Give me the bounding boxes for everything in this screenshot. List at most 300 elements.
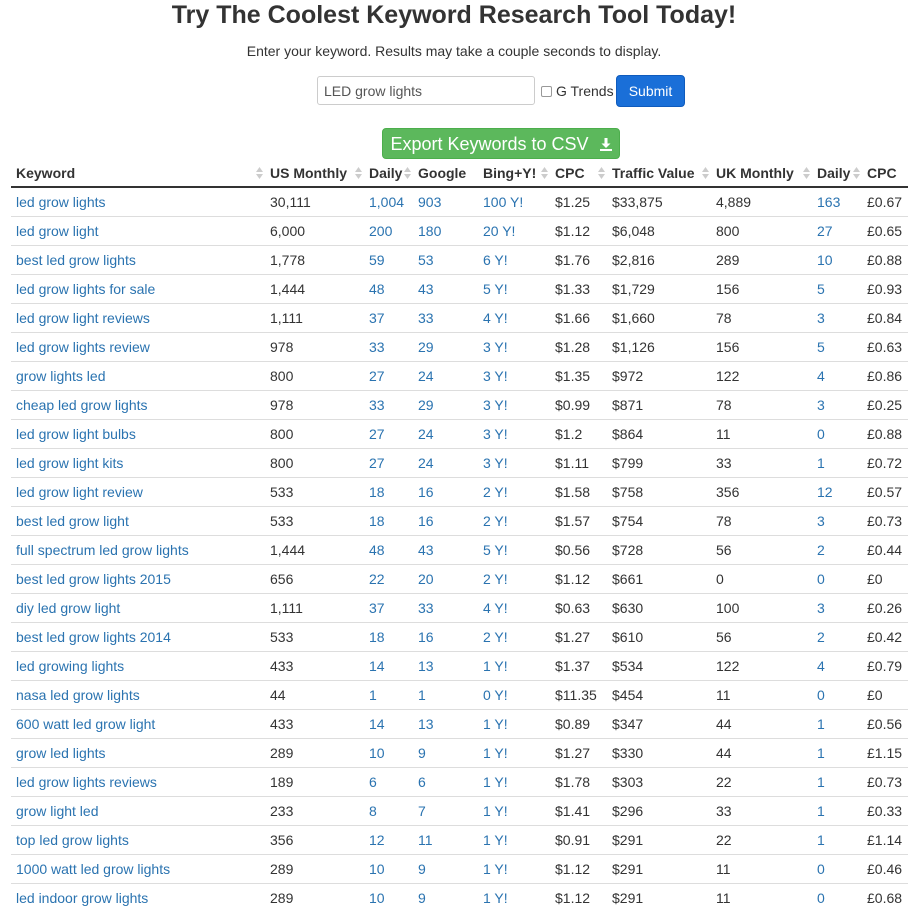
table-cell[interactable]	[11, 274, 265, 303]
value-link[interactable]: 1 Y!	[483, 802, 508, 819]
table-cell: £1.15	[862, 738, 908, 767]
value-link[interactable]: 13	[418, 657, 434, 674]
table-cell[interactable]	[364, 448, 413, 477]
table-cell[interactable]	[11, 854, 265, 883]
value-link[interactable]: 10	[369, 889, 385, 906]
value-link[interactable]: 1 Y!	[483, 715, 508, 732]
keyword-link[interactable]: led grow lights	[16, 193, 106, 210]
column-header[interactable]	[11, 159, 265, 187]
keyword-link[interactable]: led growing lights	[16, 657, 125, 674]
value-link[interactable]: 1 Y!	[483, 831, 508, 848]
table-cell[interactable]	[11, 622, 265, 651]
value-link[interactable]: 1	[817, 744, 825, 761]
value-link[interactable]: 2	[817, 628, 825, 645]
table-cell[interactable]	[11, 216, 265, 245]
table-cell[interactable]	[812, 448, 862, 477]
value-link[interactable]: 9	[418, 744, 426, 761]
value-link[interactable]: 27	[369, 425, 385, 442]
value-link[interactable]: 16	[418, 628, 434, 645]
keyword-link[interactable]: best led grow lights 2014	[16, 628, 171, 645]
value-link[interactable]: 13	[418, 715, 434, 732]
table-cell[interactable]	[478, 187, 550, 216]
table-cell[interactable]	[478, 419, 550, 448]
table-cell[interactable]	[413, 680, 478, 709]
table-cell: 289	[265, 738, 364, 767]
keyword-link[interactable]: nasa led grow lights	[16, 686, 140, 703]
value-link[interactable]: 1	[817, 831, 825, 848]
value-link[interactable]: 7	[418, 802, 426, 819]
table-cell[interactable]	[364, 535, 413, 564]
export-csv-button[interactable]	[382, 128, 620, 159]
value-link[interactable]: 1 Y!	[483, 889, 508, 906]
table-cell[interactable]	[413, 796, 478, 825]
value-link[interactable]: 3 Y!	[483, 396, 508, 413]
value-link[interactable]: 0 Y!	[483, 686, 508, 703]
column-header[interactable]	[478, 159, 550, 187]
sort-icon[interactable]	[853, 167, 860, 179]
column-header[interactable]	[862, 159, 908, 187]
value-link[interactable]: 3 Y!	[483, 425, 508, 442]
table-row	[11, 535, 908, 564]
table-cell[interactable]	[364, 506, 413, 535]
value-link[interactable]: 200	[369, 222, 393, 239]
keyword-link[interactable]: best led grow light	[16, 512, 129, 529]
table-cell[interactable]	[11, 477, 265, 506]
value-link[interactable]: 10	[369, 744, 385, 761]
table-cell[interactable]	[413, 883, 478, 912]
table-cell[interactable]	[812, 506, 862, 535]
table-cell[interactable]	[812, 564, 862, 593]
table-cell: $6,048	[607, 216, 711, 245]
table-cell[interactable]	[478, 651, 550, 680]
value-link[interactable]: 4 Y!	[483, 309, 508, 326]
value-link[interactable]: 0	[817, 570, 825, 587]
table-cell: $291	[607, 854, 711, 883]
table-cell: $630	[607, 593, 711, 622]
value-link[interactable]: 2 Y!	[483, 483, 508, 500]
table-cell[interactable]	[11, 709, 265, 738]
table-cell[interactable]	[812, 796, 862, 825]
keyword-link[interactable]: led grow light review	[16, 483, 143, 500]
column-header[interactable]	[413, 159, 478, 187]
table-cell: $330	[607, 738, 711, 767]
sort-icon[interactable]	[702, 167, 709, 179]
value-link[interactable]: 20 Y!	[483, 222, 516, 239]
column-header[interactable]	[550, 159, 607, 187]
sort-icon[interactable]	[256, 167, 263, 179]
value-link[interactable]: 3 Y!	[483, 338, 508, 355]
table-cell[interactable]	[364, 477, 413, 506]
table-cell[interactable]	[478, 390, 550, 419]
keyword-link[interactable]: grow led lights	[16, 744, 106, 761]
submit-button[interactable]: Submit	[616, 75, 685, 107]
table-cell[interactable]	[812, 535, 862, 564]
table-row	[11, 332, 908, 361]
value-link[interactable]: 3 Y!	[483, 454, 508, 471]
table-cell[interactable]	[413, 593, 478, 622]
table-cell[interactable]	[364, 274, 413, 303]
table-cell[interactable]	[413, 767, 478, 796]
keyword-link[interactable]: 600 watt led grow light	[16, 715, 156, 732]
value-link[interactable]: 12	[817, 483, 833, 500]
table-cell[interactable]	[364, 883, 413, 912]
sort-icon[interactable]	[803, 167, 810, 179]
table-cell[interactable]	[11, 303, 265, 332]
table-cell[interactable]	[478, 593, 550, 622]
table-cell[interactable]	[364, 738, 413, 767]
table-cell[interactable]	[478, 216, 550, 245]
keyword-link[interactable]: cheap led grow lights	[16, 396, 148, 413]
table-cell[interactable]	[812, 825, 862, 854]
value-link[interactable]: 5	[817, 338, 825, 355]
value-link[interactable]: 4	[817, 367, 825, 384]
table-cell[interactable]	[364, 216, 413, 245]
value-link[interactable]: 1 Y!	[483, 657, 508, 674]
table-cell[interactable]	[413, 448, 478, 477]
trends-checkbox[interactable]	[541, 83, 614, 99]
value-link[interactable]: 4	[817, 657, 825, 674]
keyword-link[interactable]: grow lights led	[16, 367, 106, 384]
value-link[interactable]: 1	[369, 686, 377, 703]
table-cell[interactable]	[812, 854, 862, 883]
table-cell[interactable]	[478, 245, 550, 274]
keyword-link[interactable]: led grow lights for sale	[16, 280, 156, 297]
value-link[interactable]: 3	[817, 512, 825, 529]
value-link[interactable]: 0	[817, 686, 825, 703]
table-cell[interactable]	[413, 651, 478, 680]
value-link[interactable]: 33	[369, 338, 385, 355]
table-cell[interactable]	[478, 796, 550, 825]
keyword-link[interactable]: full spectrum led grow lights	[16, 541, 189, 558]
table-cell[interactable]	[478, 506, 550, 535]
table-cell[interactable]	[413, 245, 478, 274]
value-link[interactable]: 1	[418, 686, 426, 703]
value-link[interactable]: 37	[369, 599, 385, 616]
table-cell[interactable]	[364, 796, 413, 825]
value-link[interactable]: 29	[418, 338, 434, 355]
value-link[interactable]: 1 Y!	[483, 860, 508, 877]
value-link[interactable]: 1	[817, 715, 825, 732]
table-cell[interactable]	[11, 796, 265, 825]
table-row	[11, 709, 908, 738]
table-cell: £0.72	[862, 448, 908, 477]
table-cell: 44	[711, 738, 812, 767]
table-cell[interactable]	[11, 651, 265, 680]
value-link[interactable]: 4 Y!	[483, 599, 508, 616]
value-link[interactable]: 2 Y!	[483, 628, 508, 645]
table-cell[interactable]	[364, 651, 413, 680]
value-link[interactable]: 16	[418, 483, 434, 500]
table-cell[interactable]	[812, 622, 862, 651]
table-cell[interactable]	[812, 361, 862, 390]
table-cell: £0.46	[862, 854, 908, 883]
value-link[interactable]: 33	[418, 309, 434, 326]
value-link[interactable]: 33	[369, 396, 385, 413]
sort-icon[interactable]	[541, 167, 548, 179]
sort-icon[interactable]	[404, 167, 411, 179]
table-cell[interactable]	[812, 477, 862, 506]
value-link[interactable]: 1 Y!	[483, 744, 508, 761]
table-cell[interactable]	[11, 448, 265, 477]
keyword-link[interactable]: top led grow lights	[16, 831, 129, 848]
sort-icon[interactable]	[598, 167, 605, 179]
table-cell[interactable]	[11, 767, 265, 796]
table-cell[interactable]	[478, 854, 550, 883]
table-cell: 233	[265, 796, 364, 825]
table-cell[interactable]	[413, 187, 478, 216]
table-cell[interactable]	[812, 767, 862, 796]
value-link[interactable]: 22	[369, 570, 385, 587]
table-cell: 33	[711, 796, 812, 825]
value-link[interactable]: 1 Y!	[483, 773, 508, 790]
table-cell[interactable]	[812, 651, 862, 680]
value-link[interactable]: 43	[418, 280, 434, 297]
table-cell[interactable]	[478, 535, 550, 564]
table-cell[interactable]	[478, 622, 550, 651]
table-cell[interactable]	[11, 738, 265, 767]
column-header[interactable]	[607, 159, 711, 187]
value-link[interactable]: 5	[817, 280, 825, 297]
value-link[interactable]: 3	[817, 309, 825, 326]
value-link[interactable]: 903	[418, 193, 442, 210]
table-cell[interactable]	[812, 390, 862, 419]
table-cell[interactable]	[812, 274, 862, 303]
table-cell[interactable]	[413, 361, 478, 390]
table-cell[interactable]	[11, 361, 265, 390]
value-link[interactable]: 1	[817, 802, 825, 819]
keyword-link[interactable]: led grow lights review	[16, 338, 150, 355]
value-link[interactable]: 14	[369, 657, 385, 674]
value-link[interactable]: 29	[418, 396, 434, 413]
keyword-link[interactable]: led grow lights reviews	[16, 773, 157, 790]
value-link[interactable]: 27	[369, 454, 385, 471]
value-link[interactable]: 12	[369, 831, 385, 848]
keyword-link[interactable]: best led grow lights	[16, 251, 136, 268]
value-link[interactable]: 18	[369, 628, 385, 645]
table-cell[interactable]	[478, 709, 550, 738]
table-cell[interactable]	[478, 361, 550, 390]
table-cell[interactable]	[364, 187, 413, 216]
table-cell[interactable]	[812, 303, 862, 332]
table-cell[interactable]	[11, 535, 265, 564]
table-cell[interactable]	[478, 680, 550, 709]
value-link[interactable]: 8	[369, 802, 377, 819]
table-cell[interactable]	[413, 477, 478, 506]
table-cell: 1,111	[265, 303, 364, 332]
column-header[interactable]	[812, 159, 862, 187]
value-link[interactable]: 0	[817, 425, 825, 442]
table-cell[interactable]	[364, 303, 413, 332]
table-cell[interactable]	[478, 477, 550, 506]
value-link[interactable]: 27	[817, 222, 833, 239]
table-cell[interactable]	[478, 883, 550, 912]
table-cell[interactable]	[413, 216, 478, 245]
value-link[interactable]: 163	[817, 193, 841, 210]
table-cell[interactable]	[11, 680, 265, 709]
table-cell[interactable]	[413, 738, 478, 767]
table-cell[interactable]	[11, 419, 265, 448]
table-cell[interactable]	[11, 390, 265, 419]
table-cell: $1.41	[550, 796, 607, 825]
table-cell[interactable]	[478, 767, 550, 796]
value-link[interactable]: 3	[817, 599, 825, 616]
table-cell[interactable]	[478, 274, 550, 303]
table-cell[interactable]	[413, 506, 478, 535]
table-cell[interactable]	[478, 332, 550, 361]
table-cell[interactable]	[413, 854, 478, 883]
keyword-link[interactable]: led grow light kits	[16, 454, 124, 471]
value-link[interactable]: 53	[418, 251, 434, 268]
column-header[interactable]	[711, 159, 812, 187]
value-link[interactable]: 59	[369, 251, 385, 268]
table-cell[interactable]	[11, 825, 265, 854]
table-cell[interactable]	[364, 390, 413, 419]
table-cell[interactable]	[364, 622, 413, 651]
value-link[interactable]: 2	[817, 541, 825, 558]
table-cell: 289	[265, 854, 364, 883]
value-link[interactable]: 48	[369, 541, 385, 558]
table-cell[interactable]	[364, 593, 413, 622]
table-cell: $1,126	[607, 332, 711, 361]
column-header[interactable]	[364, 159, 413, 187]
table-cell[interactable]	[478, 564, 550, 593]
table-cell[interactable]	[11, 187, 265, 216]
value-link[interactable]: 18	[369, 483, 385, 500]
table-cell[interactable]	[478, 825, 550, 854]
table-cell[interactable]	[413, 332, 478, 361]
keyword-link[interactable]: led grow light reviews	[16, 309, 150, 326]
value-link[interactable]: 0	[817, 860, 825, 877]
table-cell[interactable]	[812, 709, 862, 738]
table-cell[interactable]	[364, 332, 413, 361]
table-cell[interactable]	[413, 564, 478, 593]
value-link[interactable]: 24	[418, 367, 434, 384]
value-link[interactable]: 24	[418, 425, 434, 442]
value-link[interactable]: 1,004	[369, 193, 405, 210]
value-link[interactable]: 9	[418, 889, 426, 906]
value-link[interactable]: 1	[817, 773, 825, 790]
value-link[interactable]: 20	[418, 570, 434, 587]
value-link[interactable]: 48	[369, 280, 385, 297]
table-cell[interactable]	[812, 738, 862, 767]
table-cell[interactable]	[364, 419, 413, 448]
value-link[interactable]: 6	[369, 773, 377, 790]
table-cell: £0.67	[862, 187, 908, 216]
keyword-link[interactable]: led grow light	[16, 222, 99, 239]
value-link[interactable]: 10	[817, 251, 833, 268]
keyword-link[interactable]: led indoor grow lights	[16, 889, 149, 906]
table-cell[interactable]	[812, 680, 862, 709]
table-cell[interactable]	[413, 709, 478, 738]
table-cell[interactable]	[11, 564, 265, 593]
value-link[interactable]: 24	[418, 454, 434, 471]
value-link[interactable]: 2 Y!	[483, 512, 508, 529]
value-link[interactable]: 5 Y!	[483, 541, 508, 558]
value-link[interactable]: 37	[369, 309, 385, 326]
table-cell[interactable]	[812, 245, 862, 274]
value-link[interactable]: 18	[369, 512, 385, 529]
table-cell[interactable]	[11, 593, 265, 622]
table-cell[interactable]	[812, 419, 862, 448]
value-link[interactable]: 0	[817, 889, 825, 906]
table-cell[interactable]	[364, 680, 413, 709]
value-link[interactable]: 180	[418, 222, 442, 239]
column-header-label: Google	[418, 164, 467, 181]
table-cell[interactable]	[413, 419, 478, 448]
value-link[interactable]: 2 Y!	[483, 570, 508, 587]
value-link[interactable]: 6	[418, 773, 426, 790]
table-cell[interactable]	[812, 883, 862, 912]
value-link[interactable]: 14	[369, 715, 385, 732]
keyword-input[interactable]	[317, 76, 535, 105]
table-cell[interactable]	[364, 361, 413, 390]
value-link[interactable]: 1	[817, 454, 825, 471]
checkbox-icon[interactable]	[541, 86, 552, 97]
table-cell[interactable]	[812, 332, 862, 361]
value-link[interactable]: 33	[418, 599, 434, 616]
keyword-link[interactable]: 1000 watt led grow lights	[16, 860, 171, 877]
table-cell[interactable]	[11, 883, 265, 912]
table-cell[interactable]	[812, 216, 862, 245]
keyword-link[interactable]: led grow light bulbs	[16, 425, 136, 442]
table-cell[interactable]	[11, 506, 265, 535]
keyword-link[interactable]: diy led grow light	[16, 599, 121, 616]
value-link[interactable]: 27	[369, 367, 385, 384]
value-link[interactable]: 11	[418, 831, 433, 848]
table-cell[interactable]	[413, 274, 478, 303]
value-link[interactable]: 9	[418, 860, 426, 877]
table-cell[interactable]	[364, 825, 413, 854]
value-link[interactable]: 3 Y!	[483, 367, 508, 384]
table-cell[interactable]	[11, 332, 265, 361]
column-header[interactable]	[265, 159, 364, 187]
table-cell[interactable]	[413, 303, 478, 332]
table-cell[interactable]	[364, 709, 413, 738]
keyword-link[interactable]: grow light led	[16, 802, 99, 819]
table-cell[interactable]	[812, 187, 862, 216]
value-link[interactable]: 16	[418, 512, 434, 529]
table-cell[interactable]	[11, 245, 265, 274]
table-cell[interactable]	[413, 535, 478, 564]
table-cell[interactable]	[413, 622, 478, 651]
table-cell[interactable]	[364, 767, 413, 796]
value-link[interactable]: 43	[418, 541, 434, 558]
table-cell: $610	[607, 622, 711, 651]
table-cell: 433	[265, 709, 364, 738]
table-cell: $291	[607, 883, 711, 912]
sort-icon[interactable]	[355, 167, 362, 179]
table-cell[interactable]	[364, 564, 413, 593]
table-cell[interactable]	[364, 245, 413, 274]
value-link[interactable]: 3	[817, 396, 825, 413]
table-cell[interactable]	[413, 390, 478, 419]
table-cell[interactable]	[478, 303, 550, 332]
table-cell: 533	[265, 506, 364, 535]
value-link[interactable]: 10	[369, 860, 385, 877]
table-cell[interactable]	[812, 593, 862, 622]
table-cell: 33	[711, 448, 812, 477]
keyword-link[interactable]: best led grow lights 2015	[16, 570, 171, 587]
table-cell[interactable]	[478, 738, 550, 767]
value-link[interactable]: 6 Y!	[483, 251, 508, 268]
table-cell[interactable]	[364, 854, 413, 883]
table-cell[interactable]	[478, 448, 550, 477]
value-link[interactable]: 100 Y!	[483, 193, 524, 210]
value-link[interactable]: 5 Y!	[483, 280, 508, 297]
table-cell: 6,000	[265, 216, 364, 245]
table-cell[interactable]	[413, 825, 478, 854]
table-row	[11, 680, 908, 709]
